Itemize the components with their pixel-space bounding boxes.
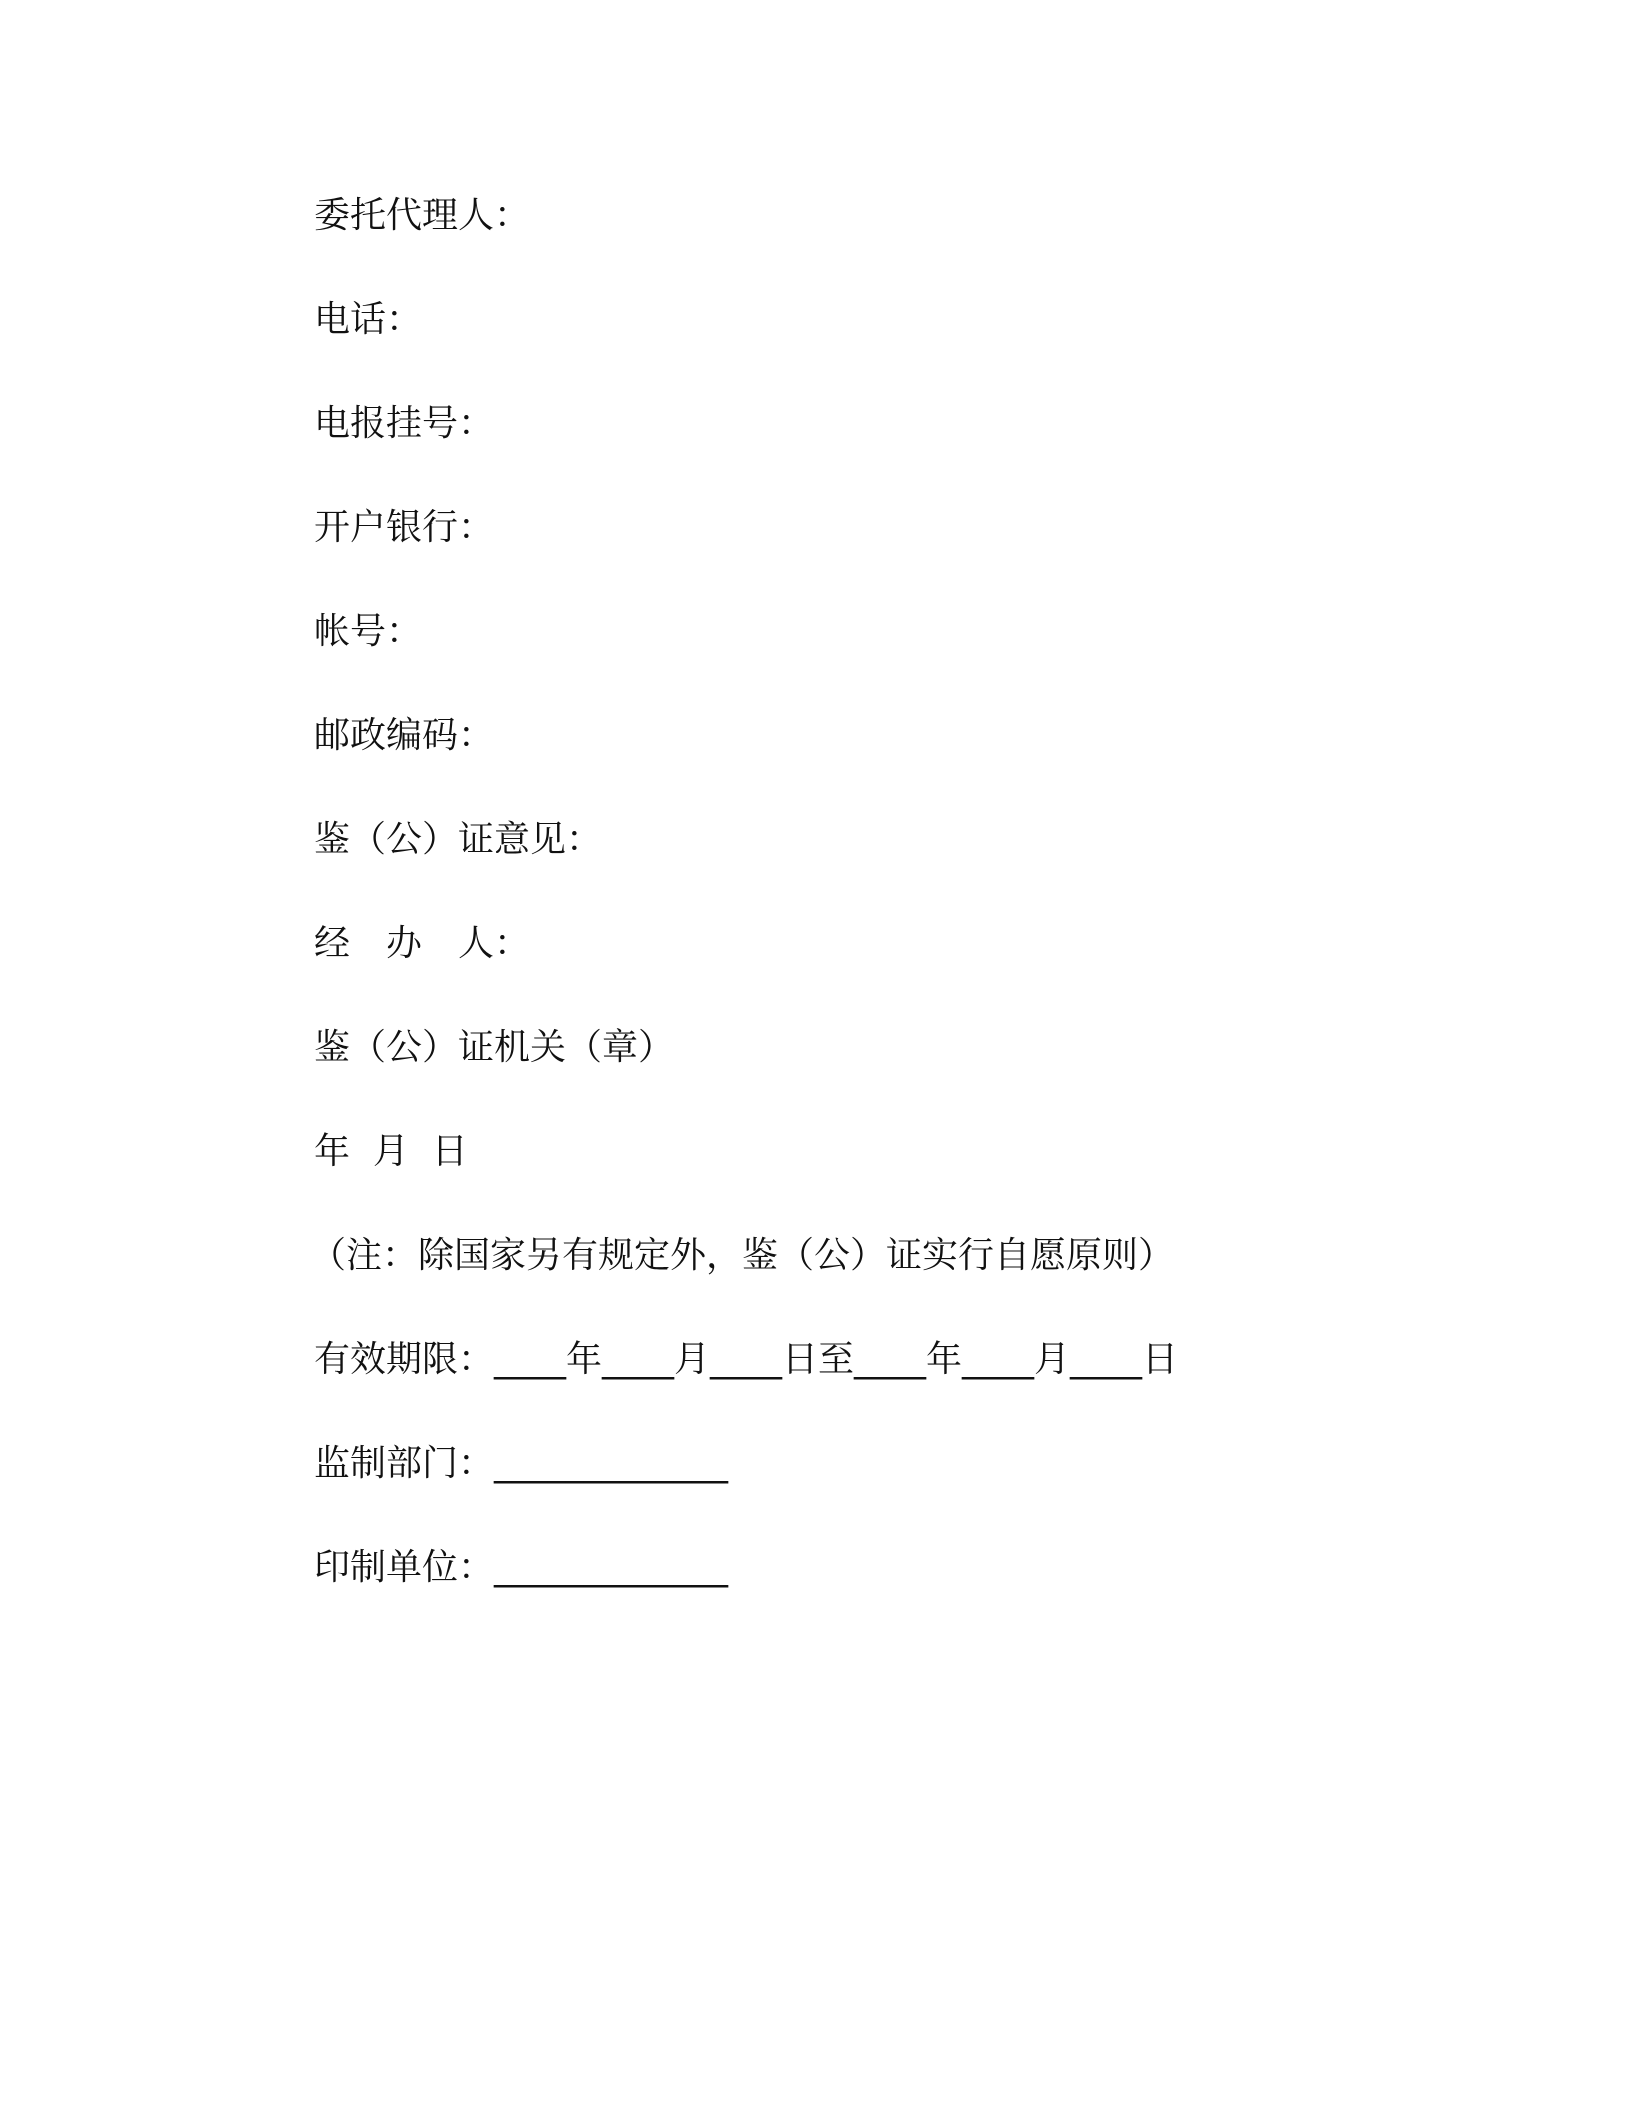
voluntary-principle-note: （注：除国家另有规定外，鉴（公）证实行自愿原则） <box>310 1235 1175 1276</box>
supervising-department-line: 监制部门：_____________ <box>314 1443 729 1484</box>
form-lines <box>310 184 1414 1640</box>
notary-office-seal-label: 鉴（公）证机关（章） <box>314 1027 675 1068</box>
phone-field-label: 电话： <box>314 299 423 340</box>
date-line: 年 月 日 <box>314 1131 468 1172</box>
validity-period-line: 有效期限：____年____月____日至____年____月____日 <box>314 1339 1179 1380</box>
handler-field-label: 经 办 人： <box>314 923 531 964</box>
notarization-opinion-label: 鉴（公）证意见： <box>314 819 603 860</box>
bank-field-label: 开户银行： <box>314 507 495 548</box>
agent-field-label: 委托代理人： <box>314 195 531 236</box>
account-field-label: 帐号： <box>314 611 423 652</box>
printing-unit-line: 印制单位：_____________ <box>314 1547 729 1588</box>
telegraph-field-label: 电报挂号： <box>314 403 495 444</box>
postal-code-field-label: 邮政编码： <box>314 715 495 756</box>
